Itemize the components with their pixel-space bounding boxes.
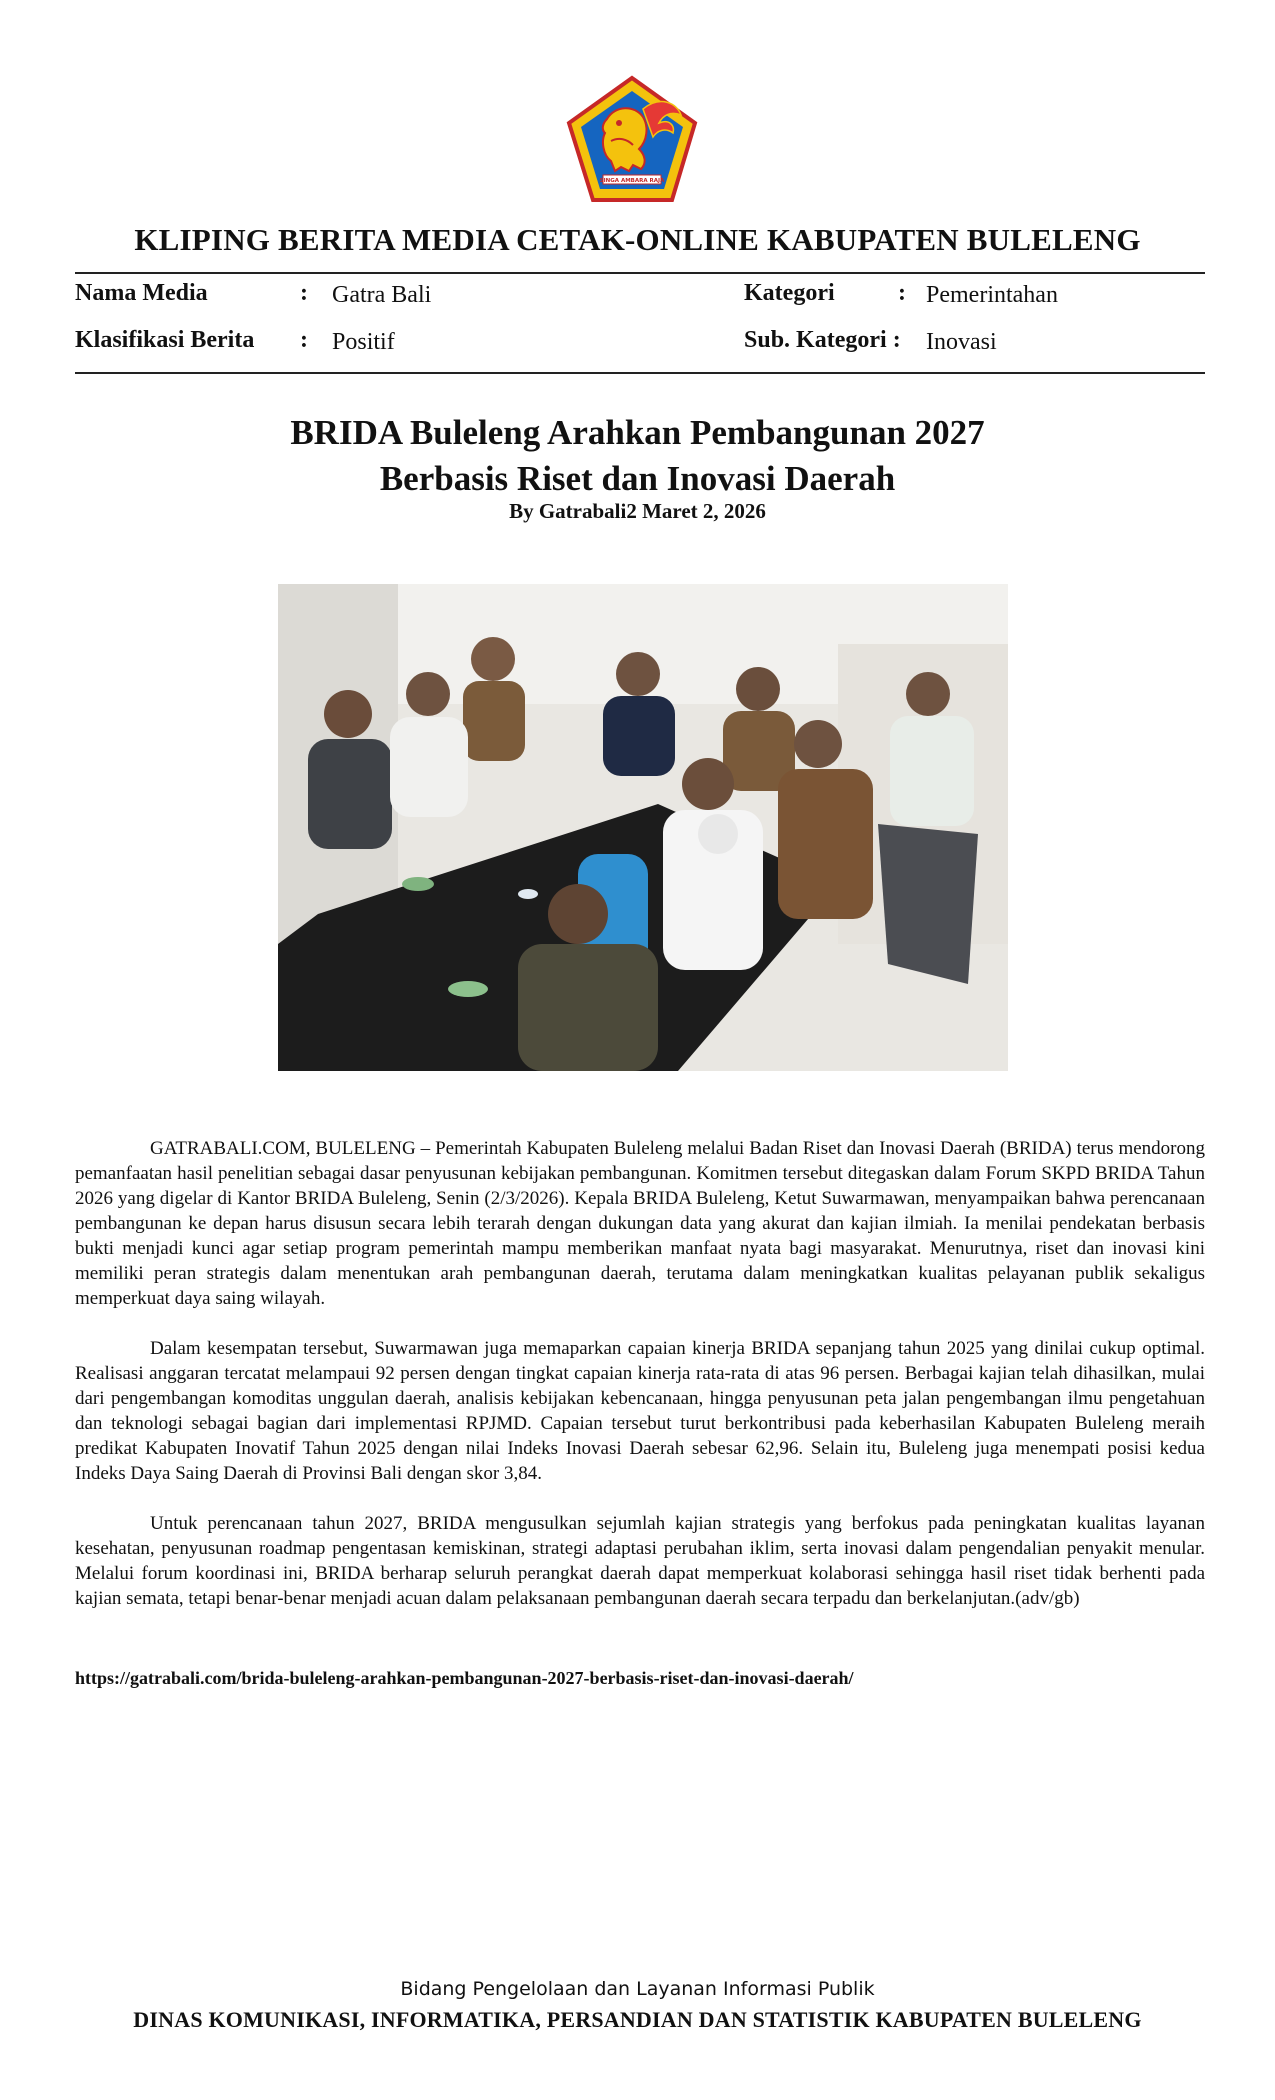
- headline-line-2: Berbasis Riset dan Inovasi Daerah: [379, 459, 896, 498]
- meeting-photo: [278, 584, 1008, 1071]
- category-label: Kategori: [744, 280, 835, 306]
- document-title: KLIPING BERITA MEDIA CETAK-ONLINE KABUPATEN BULELENG: [134, 222, 1141, 257]
- classification-value: Positif: [332, 329, 395, 355]
- source-url-link[interactable]: https://gatrabali.com/brida-buleleng-arahkan-pembangunan-2027-berbasis-riset-dan-inovasi-daerah/: [75, 1668, 854, 1688]
- footer-agency: DINAS KOMUNIKASI, INFORMATIKA, PERSANDIAN DAN STATISTIK KABUPATEN BULELENG: [133, 2007, 1142, 2032]
- top-divider: [75, 272, 1205, 274]
- article-paragraph-2: Dalam kesempatan tersebut, Suwarmawan juga memaparkan capaian kinerja BRIDA sepanjang tahun 2025 yang dinilai cukup optimal. Realisasi anggaran tercatat melampaui 92 persen dengan tingkat capaian kinerja rata-rata di atas 96 persen. Berbagai kajian telah dihasilkan, mulai dari pengembangan komoditas unggulan daerah, analisis kebijakan kebencanaan, hingga penyusunan peta jalan pengembangan ilmu pengetahuan dan teknologi sebagai bagian dari implementasi RPJMD. Capaian tersebut turut berkontribusi pada keberhasilan Kabupaten Buleleng meraih predikat Kabupaten Inovatif Tahun 2025 dengan nilai Indeks Inovasi Daerah sebesar 62,96. Selain itu, Buleleng juga menempati posisi kedua Indeks Daya Saing Daerah di Provinsi Bali dengan skor 3,84.: [75, 1338, 1205, 1484]
- article-paragraph-1: GATRABALI.COM, BULELENG – Pemerintah Kabupaten Buleleng melalui Badan Riset dan Inovasi Daerah (BRIDA) terus mendorong pemanfaatan hasil penelitian sebagai dasar penyusunan kebijakan pembangunan. Komitmen tersebut ditegaskan dalam Forum SKPD BRIDA Tahun 2026 yang digelar di Kantor BRIDA Buleleng, Senin (2/3/2026). Kepala BRIDA Buleleng, Ketut Suwarmawan, menyampaikan bahwa perencanaan pembangunan ke depan harus disusun secara lebih terarah dengan dukungan data yang akurat dan kajian ilmiah. Ia menilai pendekatan berbasis bukti menjadi kunci agar setiap program pemerintah mampu memberikan manfaat nyata bagi masyarakat. Menurutnya, riset dan inovasi kini memiliki peran strategis dalam menentukan arah pembangunan daerah, terutama dalam meningkatkan kualitas pelayanan publik sekaligus memperkuat daya saing wilayah.: [75, 1138, 1205, 1309]
- article-body: [75, 1136, 1205, 1636]
- headline-line-1: BRIDA Buleleng Arahkan Pembangunan 2027: [290, 413, 985, 452]
- logo-motto: SINGA AMBARA RAJA: [599, 178, 665, 184]
- meta-bottom-divider: [75, 372, 1205, 374]
- buleleng-regency-emblem: [565, 75, 700, 205]
- media-separator: :: [300, 280, 308, 306]
- classification-separator: :: [300, 327, 308, 353]
- article-headline: [0, 410, 1275, 502]
- category-value: Pemerintahan: [926, 282, 1058, 308]
- article-byline: By Gatrabali2 Maret 2, 2026: [509, 499, 766, 523]
- media-value: Gatra Bali: [332, 282, 432, 308]
- article-paragraph-3: Untuk perencanaan tahun 2027, BRIDA mengusulkan sejumlah kajian strategis yang berfokus pada peningkatan kualitas layanan kesehatan, penyusunan roadmap pengentasan kemiskinan, strategi adaptasi perubahan iklim, serta inovasi dalam pengendalian penyakit menular. Melalui forum koordinasi ini, BRIDA berharap seluruh perangkat daerah dapat memperkuat kolaborasi sehingga hasil riset tidak berhenti pada kajian semata, tetapi benar-benar menjadi acuan dalam pelaksanaan pembangunan daerah secara terpadu dan berkelanjutan.(adv/gb): [75, 1513, 1205, 1609]
- subcategory-value: Inovasi: [926, 329, 997, 355]
- category-separator: :: [898, 280, 906, 306]
- footer-department: Bidang Pengelolaan dan Layanan Informasi Publik: [400, 1978, 875, 2000]
- classification-label: Klasifikasi Berita: [75, 327, 255, 353]
- media-label: Nama Media: [75, 280, 208, 306]
- subcategory-label: Sub. Kategori :: [744, 327, 901, 353]
